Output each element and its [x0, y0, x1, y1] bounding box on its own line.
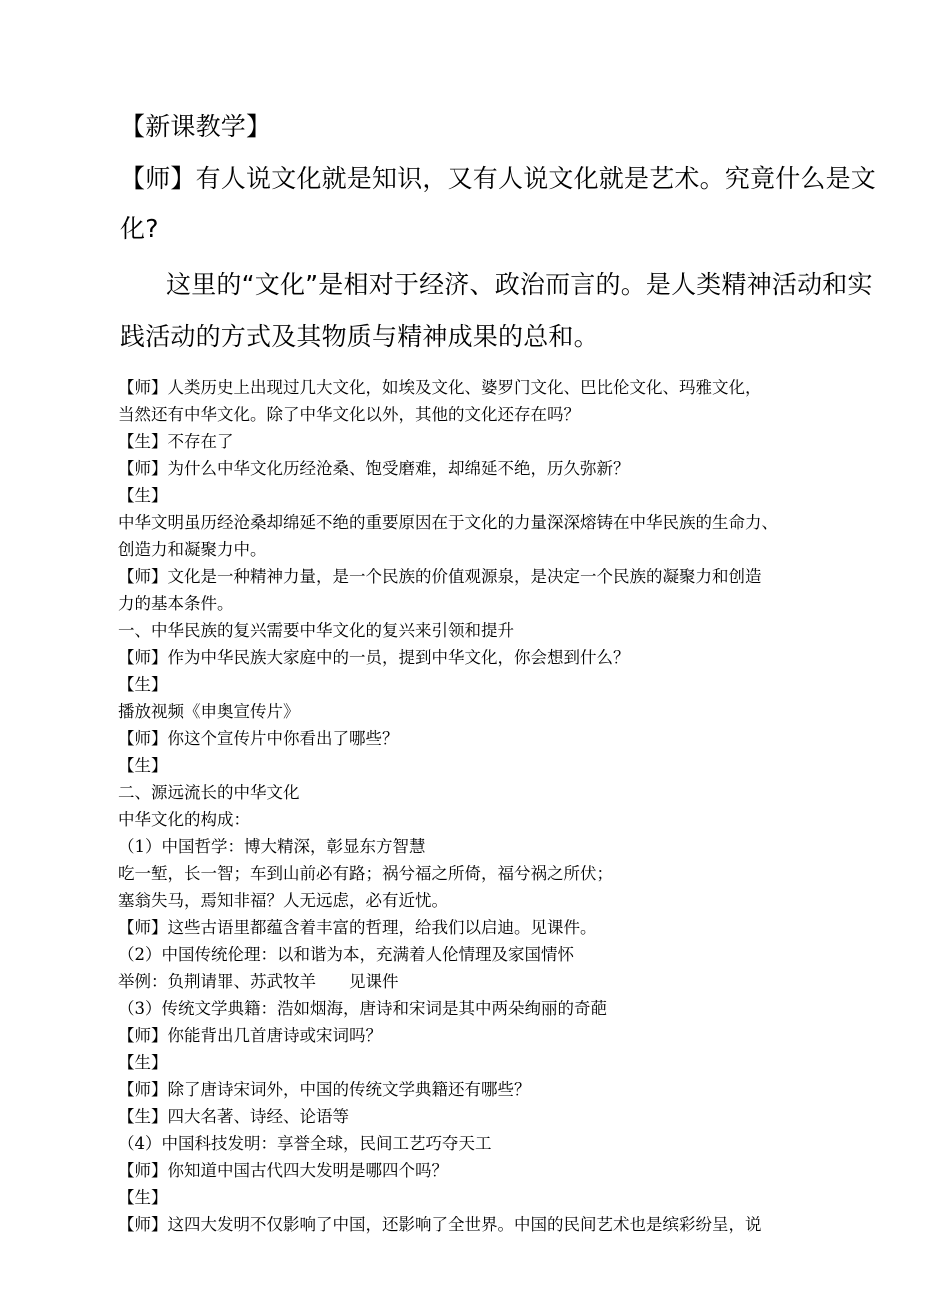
body-line: 【生】: [118, 1053, 168, 1072]
body-line: 【生】: [118, 486, 168, 505]
section-title: 【新课教学】: [120, 112, 272, 141]
body-line: 【生】四大名著、诗经、论语等: [118, 1107, 349, 1126]
body-line: 【师】你知道中国古代四大发明是哪四个吗？: [118, 1161, 448, 1180]
question-line-2: 化?: [120, 214, 159, 243]
body-line: 【师】除了唐诗宋词外，中国的传统文学典籍还有哪些？: [118, 1080, 531, 1099]
question-line-1: 【师】有人说文化就是知识，又有人说文化就是艺术。究竟什么是文: [120, 164, 877, 193]
body-line: 一、中华民族的复兴需要中华文化的复兴来引领和提升: [118, 621, 514, 640]
body-line: 【师】作为中华民族大家庭中的一员，提到中华文化，你会想到什么？: [118, 648, 630, 667]
body-line: 【师】这些古语里都蕴含着丰富的哲理，给我们以启迪。见课件。: [118, 918, 597, 937]
body-line: 播放视频《申奥宣传片》: [118, 702, 300, 721]
body-line: 中华文化的构成：: [118, 810, 250, 829]
body-line: 【师】文化是一种精神力量，是一个民族的价值观源泉，是决定一个民族的凝聚力和创造: [118, 567, 762, 586]
body-line: 力的基本条件。: [118, 594, 234, 613]
body-line: 创造力和凝聚力中。: [118, 540, 267, 559]
body-line: 【师】为什么中华文化历经沧桑、饱受磨难，却绵延不绝，历久弥新？: [118, 459, 630, 478]
body-line: 塞翁失马，焉知非福？人无远虑，必有近忧。: [118, 891, 448, 910]
body-line: 【生】: [118, 675, 168, 694]
body-line: 【师】你这个宣传片中你看出了哪些？: [118, 729, 399, 748]
body-line: 【生】: [118, 756, 168, 775]
body-line: 二、源远流长的中华文化: [118, 783, 300, 802]
body-line: （4）中国科技发明：享誉全球，民间工艺巧夺天工: [118, 1134, 492, 1153]
lesson-body: [118, 374, 848, 1238]
definition-line-2: 践活动的方式及其物质与精神成果的总和。: [120, 322, 599, 351]
body-line: （3）传统文学典籍：浩如烟海，唐诗和宋词是其中两朵绚丽的奇葩: [118, 999, 607, 1018]
definition-line-1: 这里的“文化”是相对于经济、政治而言的。是人类精神活动和实: [166, 270, 873, 299]
body-line: 【师】你能背出几首唐诗或宋词吗？: [118, 1026, 382, 1045]
body-line: 【生】: [118, 1188, 168, 1207]
body-line: 【师】这四大发明不仅影响了中国，还影响了全世界。中国的民间艺术也是缤彩纷呈，说: [118, 1215, 762, 1234]
body-line: 当然还有中华文化。除了中华文化以外，其他的文化还存在吗？: [118, 405, 580, 424]
body-line: 吃一堑，长一智；车到山前必有路；祸兮福之所倚，福兮祸之所伏；: [118, 864, 613, 883]
body-line: （2）中国传统伦理：以和谐为本，充满着人伦情理及家国情怀: [118, 945, 574, 964]
body-line: 【生】不存在了: [118, 432, 234, 451]
body-line: （1）中国哲学：博大精深，彰显东方智慧: [118, 837, 426, 856]
body-line: 举例：负荆请罪、苏武牧羊 见课件: [118, 972, 399, 991]
body-line: 【师】人类历史上出现过几大文化，如埃及文化、婆罗门文化、巴比伦文化、玛雅文化，: [118, 378, 762, 397]
body-line: 中华文明虽历经沧桑却绵延不绝的重要原因在于文化的力量深深熔铸在中华民族的生命力、: [118, 513, 778, 532]
